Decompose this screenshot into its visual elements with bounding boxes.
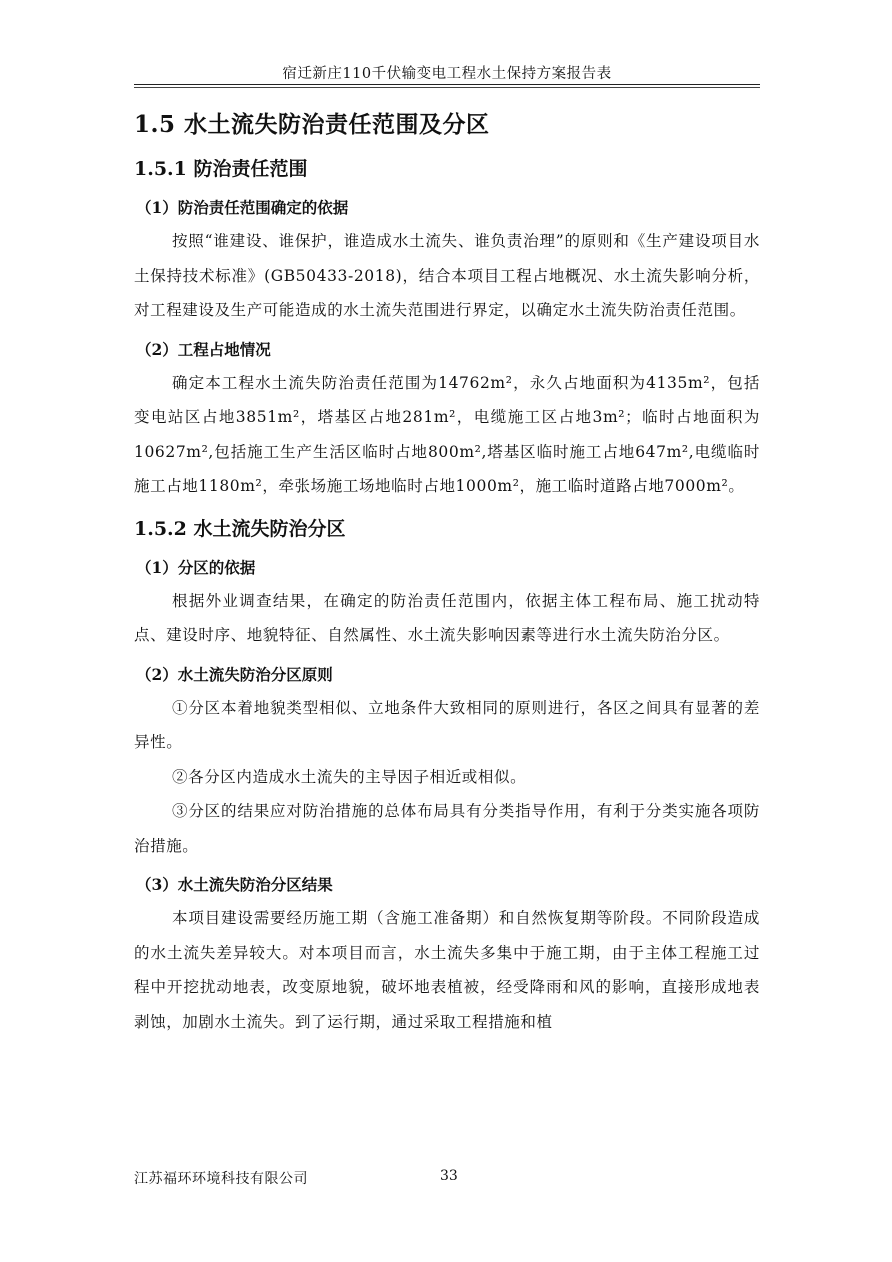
basis-paragraph: 按照“谁建设、谁保护，谁造成水土流失、谁负责治理”的原则和《生产建设项目水土保持技术标准》(GB50433-2018)，结合本项目工程占地概况、水土流失影响分析，对工程建设及生产可能造成的水土流失范围进行界定，以确定水土流失防治责任范围。 xyxy=(134,232,760,319)
page-body xyxy=(134,106,760,1039)
principle-item-3: ③分区的结果应对防治措施的总体布局具有分类指导作用，有利于分类实施各项防治措施。 xyxy=(134,802,760,855)
section-1-5-2-title: 1.5.2 水土流失防治分区 xyxy=(134,517,346,540)
principle-item-2: ②各分区内造成水土流失的主导因子相近或相似。 xyxy=(172,767,527,786)
subsection-land-heading: （2）工程占地情况 xyxy=(136,339,271,359)
running-header: 宿迁新庄110千伏输变电工程水土保持方案报告表 xyxy=(282,66,612,82)
results-paragraph: 本项目建设需要经历施工期（含施工准备期）和自然恢复期等阶段。不同阶段造成的水土流失差异较大。对本项目而言，水土流失多集中于施工期，由于主体工程施工过程中开挖扰动地表，改变原地貌，破坏地表植被，经受降雨和风的影响，直接形成地表剥蚀，加剧水土流失。到了运行期，通过采取工程措施和植 xyxy=(134,909,760,1031)
header-rule xyxy=(134,84,760,85)
zoning-basis-paragraph: 根据外业调查结果，在确定的防治责任范围内，依据主体工程布局、施工扰动特点、建设时序、地貌特征、自然属性、水土流失影响因素等进行水土流失防治分区。 xyxy=(134,591,760,644)
header-rule-thin xyxy=(134,87,760,88)
section-1-5-1-title: 1.5.1 防治责任范围 xyxy=(134,158,308,180)
subsection-basis-heading: （1）防治责任范围确定的依据 xyxy=(136,198,349,217)
principle-item-1: ①分区本着地貌类型相似、立地条件大致相同的原则进行，各区之间具有显著的差异性。 xyxy=(134,698,760,751)
subsection-zoning-basis-heading: （1）分区的依据 xyxy=(136,557,256,577)
subsection-principles-heading: （2）水土流失防治分区原则 xyxy=(136,664,333,684)
footer-company: 江苏福环环境科技有限公司 xyxy=(134,1171,308,1187)
section-1-5-title: 1.5 水土流失防治责任范围及分区 xyxy=(134,111,490,138)
page-number: 33 xyxy=(440,1168,458,1184)
subsection-results-heading: （3）水土流失防治分区结果 xyxy=(136,875,333,894)
land-paragraph: 确定本工程水土流失防治责任范围为14762m²，永久占地面积为4135m²，包括变电站区占地3851m²，塔基区占地281m²，电缆施工区占地3m²；临时占地面积为10627m²,包括施工生产生活区临时占地800m²,塔基区临时施工占地647m²,电缆临时施工占地1180m²，牵张场施工场地临时占地1000m²，施工临时道路占地7000m²。 xyxy=(134,373,760,495)
